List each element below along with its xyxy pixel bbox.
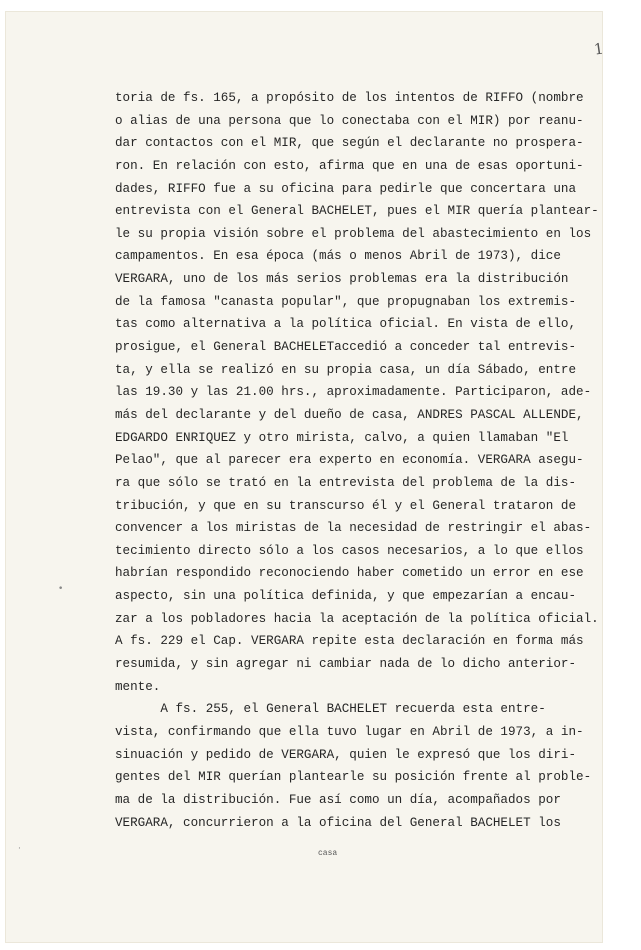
text-line: dades, RIFFO fue a su oficina para pedirle que concertara una [115,181,577,196]
text-line: gentes del MIR querían plantearle su posición frente al proble- [115,770,592,785]
text-line: VERGARA, uno de los más serios problemas era la distribución [115,272,569,287]
text-line: ma de la distribución. Fue así como un día, acompañados por [115,792,561,807]
text-line: mente. [115,679,161,694]
text-line: campamentos. En esa época (más o menos Abril de 1973), dice [115,249,561,264]
text-line: ra que sólo se trató en la entrevista del problema de la dis- [115,475,577,490]
text-line: convencer a los miristas de la necesidad de restringir el abas- [115,521,592,536]
text-line: sinuación y pedido de VERGARA, quien le expresó que los diri- [115,747,577,762]
text-line: más del declarante y del dueño de casa, ANDRES PASCAL ALLENDE, [115,407,584,422]
text-line: A fs. 255, el General BACHELET recuerda esta entre- [115,702,546,717]
text-line: toria de fs. 165, a propósito de los intentos de RIFFO (nombre [115,91,584,105]
handwritten-annotation: casa [318,849,338,858]
text-line: ta, y ella se realizó en su propia casa, un día Sábado, entre [115,362,577,377]
text-line: EDGARDO ENRIQUEZ y otro mirista, calvo, a quien llamaban "El [115,430,569,445]
text-line: tecimiento directo sólo a los casos necesarios, a lo que ellos [115,543,584,558]
text-line: de la famosa "canasta popular", que propugnaban los extremis- [115,294,577,309]
text-line: tribución, y que en su transcurso él y el General trataron de [115,498,577,513]
text-line: aspecto, sin una política definida, y que empezarían a encau- [115,589,577,604]
document-page [6,12,605,942]
text-line: vista, confirmando que ella tuvo lugar en Abril de 1973, a in- [115,724,584,739]
text-line: habrían respondido reconociendo haber cometido un error en ese [115,566,584,581]
text-line: Pelao", que al parecer era experto en economía. VERGARA asegu- [115,453,584,468]
page-number: 1 [592,39,605,59]
text-line: dar contactos con el MIR, que según el declarante no prospera- [115,136,584,151]
text-line: A fs. 229 el Cap. VERGARA repite esta declaración en forma más [115,634,584,649]
text-line: prosigue, el General BACHELETaccedió a conceder tal entrevis- [115,340,577,355]
text-line: tas como alternativa a la política oficial. En vista de ello, [115,317,577,332]
margin-mark: · [18,844,21,854]
body-text [115,87,599,834]
text-line: o alias de una persona que lo conectaba con el MIR) por reanu- [115,113,584,128]
text-line: zar a los pobladores hacia la aceptación de la política oficial. [115,611,599,626]
text-line: le su propia visión sobre el problema del abastecimiento en los [115,226,592,241]
text-line: resumida, y sin agregar ni cambiar nada de lo dicho anterior- [115,657,577,672]
text-line: ron. En relación con esto, afirma que en una de esas oportuni- [115,158,584,173]
punch-hole-mark: • [58,584,64,594]
text-line: las 19.30 y las 21.00 hrs., aproximadamente. Participaron, ade- [115,385,592,400]
text-line: VERGARA, concurrieron a la oficina del General BACHELET los [115,815,561,830]
text-line: entrevista con el General BACHELET, pues el MIR quería plantear- [115,204,599,219]
